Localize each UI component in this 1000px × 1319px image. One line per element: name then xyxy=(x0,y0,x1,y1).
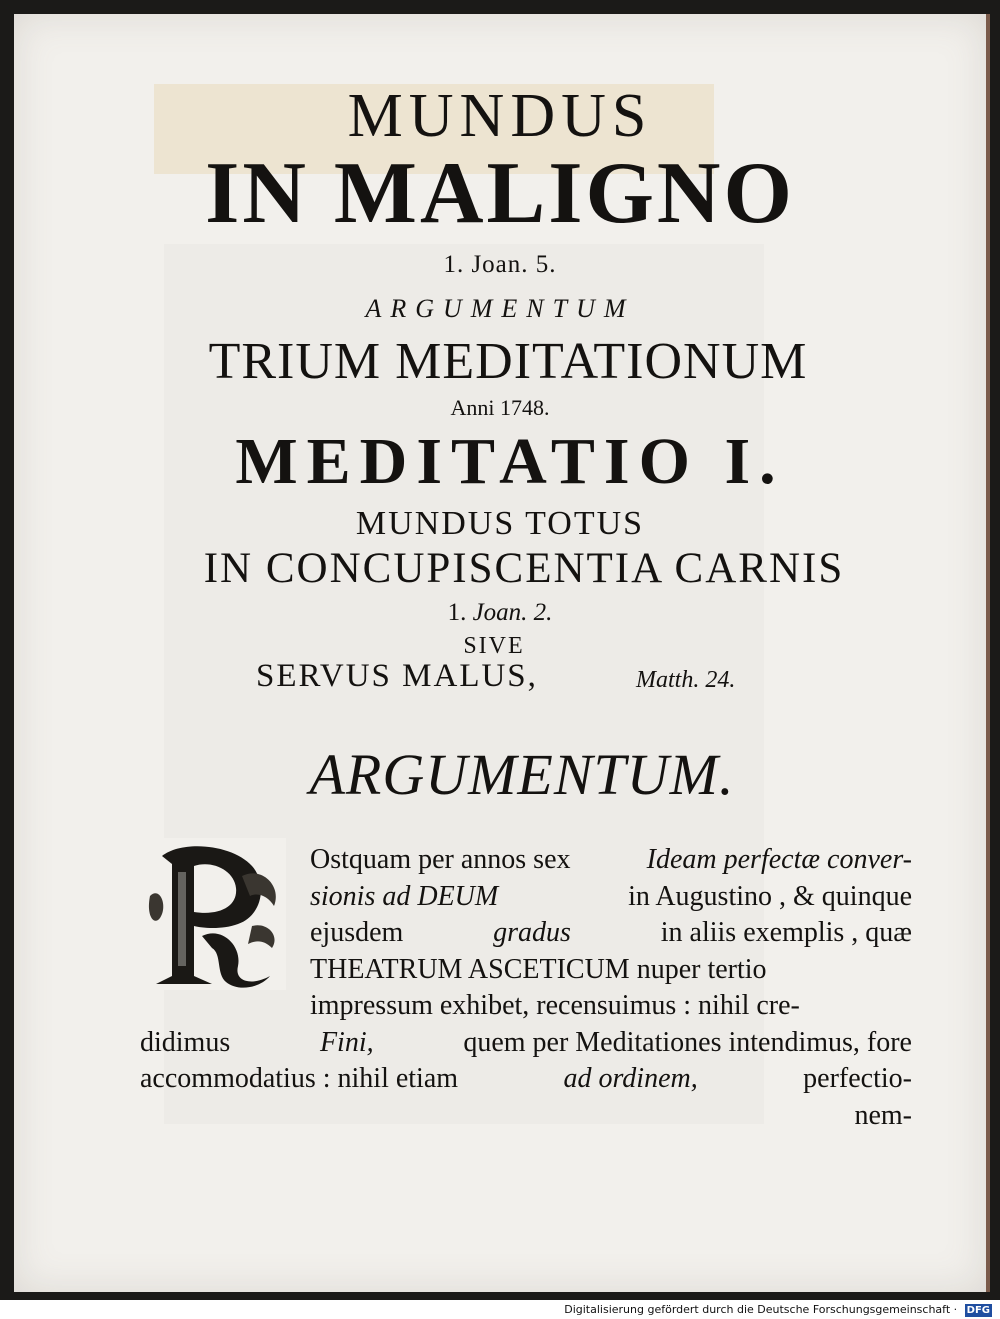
text-fragment-italic: ad ordinem, xyxy=(563,1063,698,1094)
text-line xyxy=(310,842,912,879)
subtitle-argumentum: ARGUMENTUM xyxy=(365,294,635,323)
text-fragment-italic: gradus xyxy=(493,917,571,948)
text-line xyxy=(310,879,912,916)
text-line xyxy=(140,1061,912,1098)
reference-joan-2 xyxy=(0,598,1000,628)
title-line-mundus-totus: MUNDUS TOTUS xyxy=(355,505,645,542)
section-heading-argumentum: ARGUMENTUM. xyxy=(309,742,735,807)
text-fragment: didimus xyxy=(140,1026,231,1058)
text-fragment: Ostquam per annos sex xyxy=(310,844,571,875)
text-fragment-italic: sionis ad DEUM xyxy=(310,880,499,912)
text-fragment: impressum exhibet, recensuimus : nihil cre- xyxy=(310,990,800,1021)
text-fragment: perfectio- xyxy=(803,1063,912,1094)
text-fragment-italic: Fini, xyxy=(319,1026,374,1058)
reference-matth-24: Matth. 24. xyxy=(636,667,736,693)
title-line-concupiscentia: IN CONCUPISCENTIA CARNIS xyxy=(203,545,845,592)
dfg-logo: DFG xyxy=(966,1304,990,1316)
text-line xyxy=(310,952,912,989)
title-line-mundus: MUNDUS xyxy=(347,82,653,150)
reference-book: Joan. 2. xyxy=(472,599,553,626)
year-line: Anni 1748. xyxy=(450,395,550,420)
reference-number: 1. xyxy=(447,599,467,626)
text-fragment: nem- xyxy=(854,1099,912,1131)
text-line xyxy=(310,988,912,1025)
sive-line: SIVE xyxy=(463,633,525,659)
text-fragment: in Augustino , & quinque xyxy=(628,880,912,912)
credit-text: Digitalisierung gefördert durch die Deutsche Forschungsgemeinschaft · xyxy=(564,1303,958,1316)
digitization-credit xyxy=(0,1300,992,1319)
text-fragment: in aliis exemplis , quæ xyxy=(660,917,912,948)
text-fragment: THEATRUM ASCETICUM nuper tertio xyxy=(310,953,767,985)
text-line xyxy=(310,915,912,952)
text-fragment-italic: Ideam perfectæ conver- xyxy=(646,844,912,875)
reference-joan-5: 1. Joan. 5. xyxy=(443,251,557,278)
text-line xyxy=(140,1025,912,1062)
text-fragment: accommodatius : nihil etiam xyxy=(140,1063,459,1094)
text-line xyxy=(140,1098,912,1135)
title-line-trium-meditationum: TRIUM MEDITATIONUM xyxy=(208,333,808,390)
meditatio-heading: MEDITATIO I. xyxy=(235,425,785,498)
servus-malus-line xyxy=(256,656,776,696)
servus-malus-text: SERVUS MALUS, xyxy=(256,658,538,694)
text-fragment: ejusdem xyxy=(310,917,404,948)
title-line-in-maligno: IN MALIGNO xyxy=(205,145,795,242)
text-fragment: quem per Meditationes intendimus, fore xyxy=(463,1026,912,1058)
argumentum-paragraph xyxy=(140,842,912,1134)
